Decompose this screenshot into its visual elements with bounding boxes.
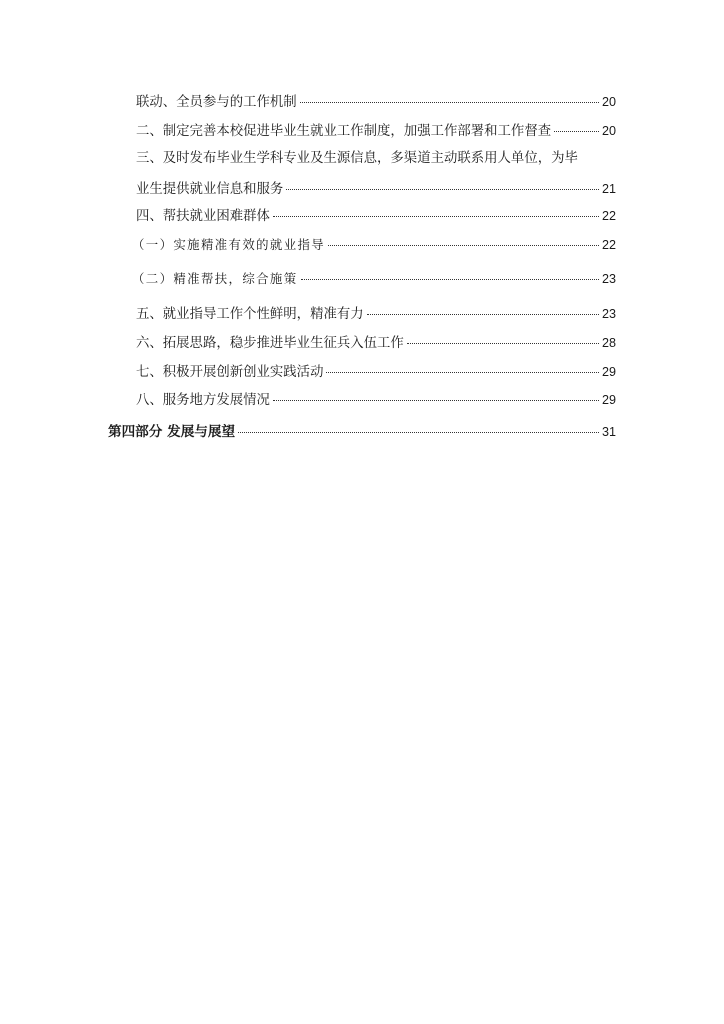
toc-entry[interactable]: [132, 270, 616, 288]
toc-entry-title: （二）精准帮扶，综合施策: [132, 271, 298, 286]
toc-entry[interactable]: [136, 207, 616, 226]
toc-leader-dots: [238, 431, 599, 433]
toc-page-number: 23: [601, 307, 616, 321]
toc-entry[interactable]: [136, 391, 616, 410]
toc-leader-dots: [286, 188, 599, 190]
toc-entry[interactable]: [132, 236, 616, 254]
toc-entry-title: 七、积极开展创新创业实践活动: [136, 365, 324, 380]
toc-page-number: 22: [601, 209, 616, 223]
toc-leader-dots: [273, 399, 599, 401]
toc-page-number: 22: [601, 238, 616, 252]
toc-leader-dots: [273, 215, 599, 217]
toc-entry-title: （一）实施精准有效的就业指导: [132, 237, 326, 252]
toc-leader-dots: [554, 130, 599, 132]
toc-page-number: 20: [601, 95, 616, 109]
toc-entry[interactable]: [136, 305, 616, 324]
toc-entry-title: 第四部分 发展与展望: [108, 424, 236, 440]
toc-leader-dots: [328, 244, 599, 246]
toc-entry-title: 八、服务地方发展情况: [136, 393, 270, 408]
toc-entry[interactable]: [136, 122, 616, 141]
toc-page-number: 21: [601, 182, 616, 196]
toc-entry-title: 二、制定完善本校促进毕业生就业工作制度，加强工作部署和工作督查: [136, 124, 552, 139]
toc-leader-dots: [407, 342, 599, 344]
toc-page-number: 29: [601, 393, 616, 407]
toc-entry-title: 三、及时发布毕业生学科专业及生源信息，多渠道主动联系用人单位，为毕: [136, 151, 578, 166]
toc-page-number: 31: [601, 425, 616, 439]
toc-entry[interactable]: [136, 334, 616, 353]
toc-leader-dots: [367, 313, 599, 315]
toc-page-number: 28: [601, 336, 616, 350]
toc-page-number: 29: [601, 365, 616, 379]
toc-entry[interactable]: [136, 363, 616, 382]
toc-leader-dots: [300, 101, 599, 103]
toc-page-number: 23: [601, 272, 616, 286]
toc-entry-title: 六、拓展思路，稳步推进毕业生征兵入伍工作: [136, 336, 404, 351]
toc-page-number: 20: [601, 124, 616, 138]
toc-entry[interactable]: [136, 93, 616, 112]
toc-entry-title: 业生提供就业信息和服务: [136, 182, 284, 197]
toc-entry[interactable]: [136, 180, 616, 199]
toc-leader-dots: [301, 278, 599, 280]
toc-entry-part[interactable]: [108, 423, 616, 441]
toc-leader-dots: [326, 371, 599, 373]
toc-entry[interactable]: [136, 150, 616, 168]
toc-entry-title: 四、帮扶就业困难群体: [136, 209, 270, 224]
toc-entry-title: 联动、全员参与的工作机制: [136, 95, 297, 110]
toc-entry-title: 五、就业指导工作个性鲜明，精准有力: [136, 307, 364, 322]
